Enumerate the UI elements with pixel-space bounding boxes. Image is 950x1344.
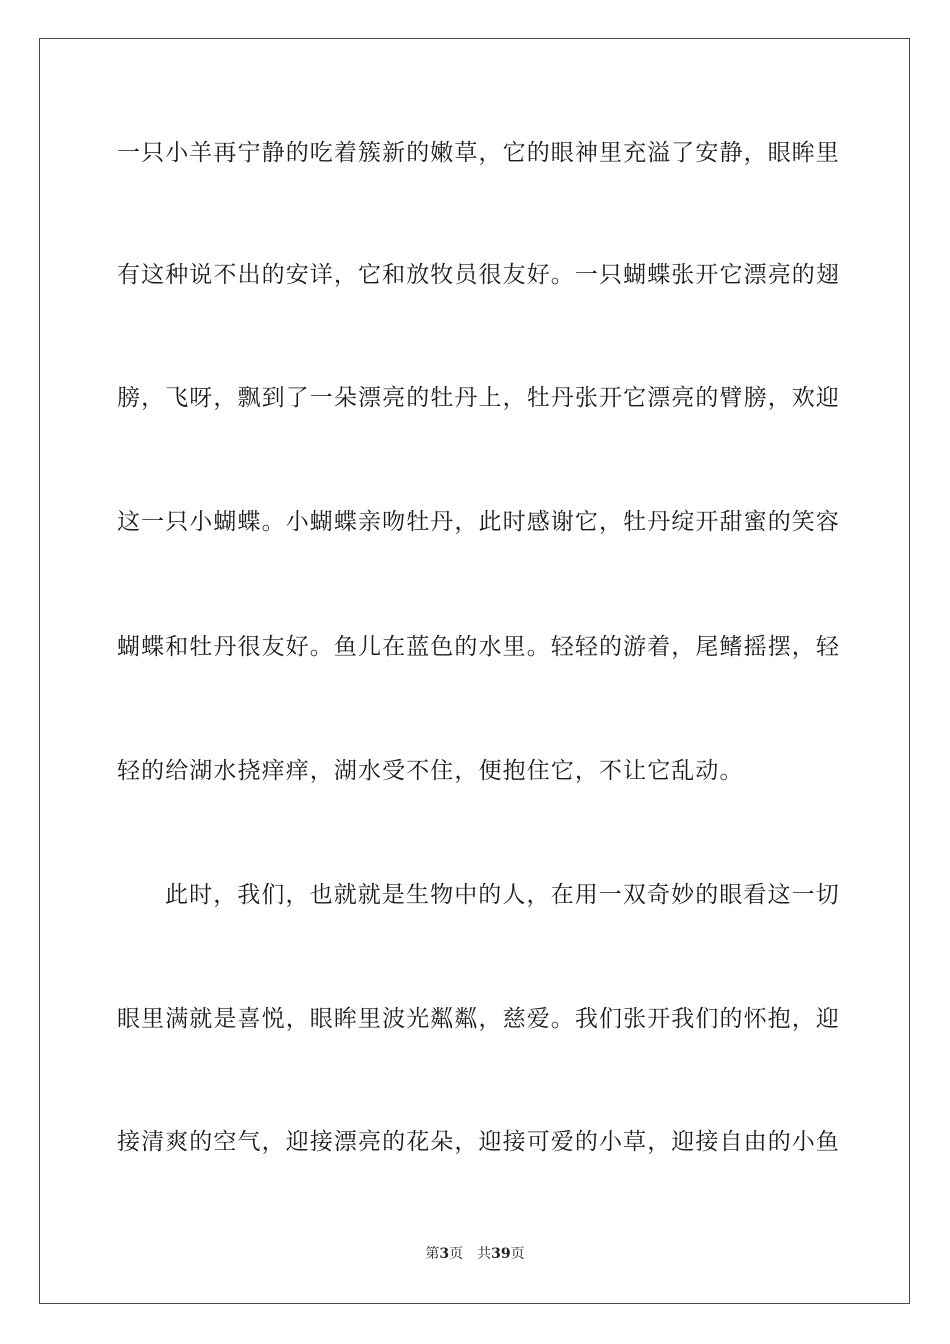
- page-footer: [0, 1244, 950, 1264]
- paragraph-1-line-6: 轻的给湖水挠痒痒，湖水受不住，便抱住它，不让它乱动。: [117, 758, 744, 784]
- total-suffix: 页: [510, 1246, 525, 1262]
- paragraph-2-line-2: 眼里满就是喜悦，眼眸里波光粼粼，慈爱。我们张开我们的怀抱，迎: [117, 1006, 840, 1032]
- paragraph-2-line-1: 此时，我们，也就就是生物中的人，在用一双奇妙的眼看这一切: [165, 882, 840, 908]
- total-prefix: 共: [477, 1246, 492, 1262]
- paragraph-1-line-1: 一只小羊再宁静的吃着簇新的嫩草，它的眼神里充溢了安静，眼眸里: [117, 140, 840, 166]
- paragraph-2-line-3: 接清爽的空气，迎接漂亮的花朵，迎接可爱的小草，迎接自由的小鱼: [117, 1129, 840, 1155]
- paragraph-1-line-4: 这一只小蝴蝶。小蝴蝶亲吻牡丹，此时感谢它，牡丹绽开甜蜜的笑容: [117, 509, 840, 535]
- paragraph-1-line-3: 膀，飞呀，飘到了一朵漂亮的牡丹上，牡丹张开它漂亮的臂膀，欢迎: [117, 385, 840, 411]
- page-suffix: 页: [449, 1246, 464, 1262]
- paragraph-1-line-2: 有这种说不出的安详，它和放牧员很友好。一只蝴蝶张开它漂亮的翅: [117, 262, 840, 288]
- total-pages: 39: [491, 1246, 511, 1262]
- page-border: [39, 38, 910, 1304]
- page-number: 3: [439, 1246, 450, 1262]
- paragraph-1-line-5: 蝴蝶和牡丹很友好。鱼儿在蓝色的水里。轻轻的游着，尾鳍摇摆，轻: [117, 634, 840, 660]
- page-prefix: 第: [425, 1246, 440, 1262]
